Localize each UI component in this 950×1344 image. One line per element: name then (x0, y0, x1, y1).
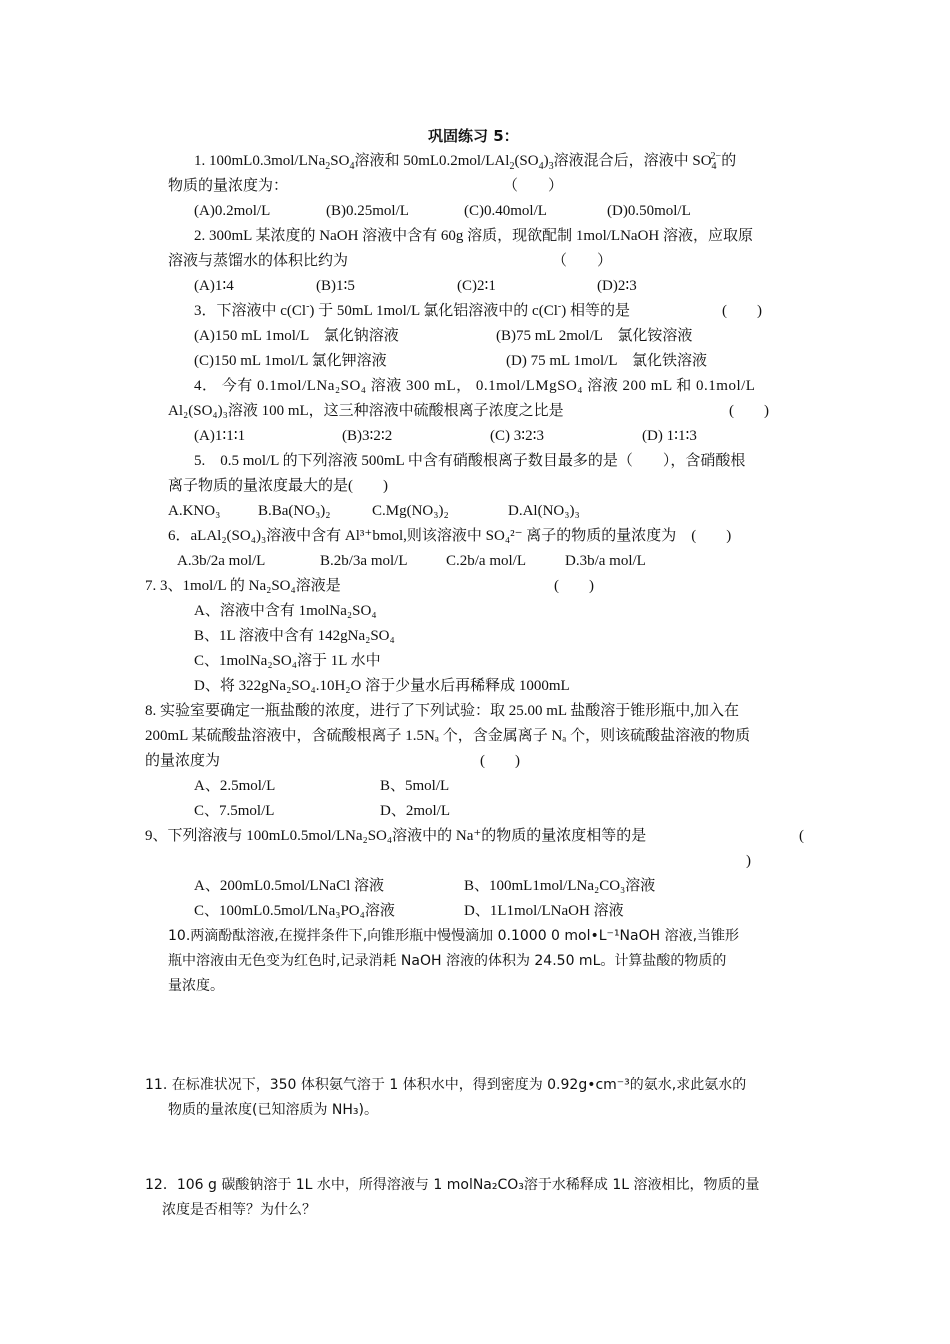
question-8-option-c: C、7.5mol/L (194, 803, 275, 819)
question-7-answer-paren: ( ) (554, 578, 594, 594)
question-7-line-1: 7. 3、1mol/L 的 Na₂SO₄溶液是 (145, 578, 341, 594)
question-4-line-2: Al₂(SO₄)₃溶液 100 mL，这三种溶液中硫酸根离子浓度之比是 (168, 403, 564, 419)
question-5-line-1: 5. 0.5 mol/L 的下列溶液 500mL 中含有硝酸根离子数目最多的是（ ），含硝酸根 (194, 453, 746, 469)
question-7-option-b: B、1L 溶液中含有 142gNa₂SO₄ (194, 628, 395, 644)
question-7-option-d: D、将 322gNa₂SO₄.10H₂O 溶于少量水后再稀释成 1000mL (194, 678, 570, 694)
question-4-option-a: (A)1∶1∶1 (194, 428, 246, 444)
question-10-line-2: 瓶中溶液由无色变为红色时,记录消耗 NaOH 溶液的体积为 24.50 mL。计算盐酸的物质的 (168, 953, 727, 969)
question-7-option-c: C、1molNa₂SO₄溶于 1L 水中 (194, 653, 381, 669)
question-1-line-2: 物质的量浓度为： (168, 178, 289, 194)
question-1-option-a: (A)0.2mol/L (194, 203, 271, 219)
question-11-line-2: 物质的量浓度(已知溶质为 NH₃)。 (168, 1102, 378, 1118)
question-12-line-1: 12．106 g 碳酸钠溶于 1L 水中，所得溶液与 1 molNa₂CO₃溶于水稀释成 1L 溶液相比，物质的量 (145, 1177, 760, 1193)
question-1-option-c: (C)0.40mol/L (464, 203, 547, 219)
question-4-option-d: (D) 1∶1∶3 (642, 428, 697, 444)
question-5-line-2: 离子物质的量浓度最大的是( ) (168, 478, 388, 494)
question-3-option-b: (B)75 mL 2mol/L 氯化铵溶液 (496, 328, 693, 344)
question-4-answer-paren: ( ) (729, 403, 769, 419)
question-4-option-c: (C) 3∶2∶3 (490, 428, 545, 444)
question-12-line-2: 浓度是否相等？为什么？ (162, 1202, 316, 1218)
question-6-option-c: C.2b/a mol/L (446, 553, 526, 569)
question-2-option-a: (A)1∶4 (194, 278, 234, 294)
question-9-paren-open: ( (799, 828, 804, 844)
question-8-line-2: 200mL 某硫酸盐溶液中，含硫酸根离子 1.5Nₐ 个，含金属离子 Nₐ 个，则该硫酸盐溶液的物质 (145, 728, 751, 744)
question-4-option-b: (B)3∶2∶2 (342, 428, 393, 444)
question-6-option-b: B.2b/3a mol/L (320, 553, 408, 569)
question-7-option-a: A、溶液中含有 1molNa₂SO₄ (194, 603, 377, 619)
question-8-option-a: A、2.5mol/L (194, 778, 276, 794)
question-3-option-d: (D) 75 mL 1mol/L 氯化铁溶液 (506, 353, 707, 369)
question-2-option-b: (B)1∶5 (316, 278, 355, 294)
question-9-option-b: B、100mL1mol/LNa₂CO₃溶液 (464, 878, 656, 894)
question-11-line-1: 11. 在标准状况下，350 体积氨气溶于 1 体积水中，得到密度为 0.92g•cm⁻³的氨水,求此氨水的 (145, 1077, 747, 1093)
question-8-line-1: 8. 实验室要确定一瓶盐酸的浓度，进行了下列试验：取 25.00 mL 盐酸溶于锥形瓶中,加入在 (145, 703, 740, 719)
question-2-option-d: (D)2∶3 (597, 278, 637, 294)
question-2-line-2: 溶液与蒸馏水的体积比约为 (168, 253, 349, 269)
question-5-option-a: A.KNO₃ (168, 503, 221, 519)
question-2-answer-paren: （ ） (552, 253, 613, 269)
question-9-line-1: 9、下列溶液与 100mL0.5mol/LNa₂SO₄溶液中的 Na⁺的物质的量浓度相等的是 (145, 828, 647, 844)
question-5-option-d: D.Al(NO₃)₃ (508, 503, 580, 519)
question-3-option-c: (C)150 mL 1mol/L 氯化钾溶液 (194, 353, 387, 369)
question-9-paren-close: ) (746, 853, 751, 869)
question-8-option-b: B、5mol/L (380, 778, 450, 794)
question-2-option-c: (C)2∶1 (457, 278, 496, 294)
question-10-line-3: 量浓度。 (168, 978, 224, 994)
question-8-answer-paren: ( ) (480, 753, 520, 769)
question-1-line-1: 1. $100mL0.3mol/LNa_2SO_4$溶液和 $50mL0.2mol/LAl_2(SO_4)_3$溶液混合后，溶液中 $SO_4^{2-}$的 (194, 151, 737, 172)
question-9-option-a: A、200mL0.5mol/LNaCl 溶液 (194, 878, 384, 894)
question-8-option-d: D、2mol/L (380, 803, 450, 819)
question-5-option-c: C.Mg(NO₃)₂ (372, 503, 449, 519)
question-4-line-1: 4． 今有 0.1mol/LNa₂SO₄ 溶液 300 mL， 0.1mol/LMgSO₄ 溶液 200 mL 和 0.1mol/L (194, 378, 756, 394)
question-8-line-3: 的量浓度为 (145, 753, 221, 769)
question-6-option-a: A.3b/2a mol/L (177, 553, 266, 569)
question-9-option-c: C、100mL0.5mol/LNa₃PO₄溶液 (194, 903, 395, 919)
question-5-option-b: B.Ba(NO₃)₂ (258, 503, 331, 519)
question-3-answer-paren: ( ) (722, 303, 762, 319)
question-1-answer-paren: （ ） (503, 178, 564, 194)
question-1-option-b: (B)0.25mol/L (326, 203, 409, 219)
question-1-option-d: (D)0.50mol/L (607, 203, 691, 219)
page-title: 巩固练习 5： (428, 127, 519, 145)
question-3-line-1: 3．下溶液中 c(Cl-) 于 50mL 1mol/L 氯化铝溶液中的 c(Cl-) 相等的是 (194, 301, 630, 319)
question-3-option-a: (A)150 mL 1mol/L 氯化钠溶液 (194, 328, 399, 344)
question-9-option-d: D、1L1mol/LNaOH 溶液 (464, 903, 624, 919)
question-6-option-d: D.3b/a mol/L (565, 553, 646, 569)
question-6-line-1: 6．aLAl₂(SO₄)₃溶液中含有 Al³⁺bmol,则该溶液中 SO₄²⁻ 离子的物质的量浓度为 ( ) (168, 528, 732, 544)
question-2-line-1: 2. 300mL 某浓度的 NaOH 溶液中含有 60g 溶质，现欲配制 1mol/LNaOH 溶液，应取原 (194, 228, 754, 244)
question-10-line-1: 10.两滴酚酞溶液,在搅拌条件下,向锥形瓶中慢慢滴加 0.1000 0 mol•L⁻¹NaOH 溶液,当锥形 (168, 928, 740, 944)
